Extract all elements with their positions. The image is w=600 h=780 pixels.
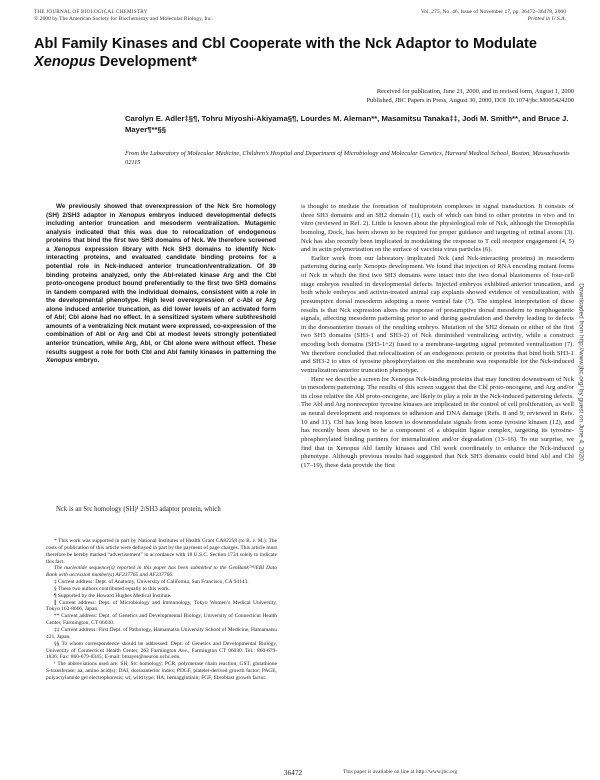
footnote-abbreviations: ¹ The abbreviations used are: SH, Src homology; PCR, polymerase chain reaction; GST, glutathione S-transferase; aa, amino acid(s); DAI, dorsoanterior index; PDGF, platelet-derived growth factor; PAGE, polyacrylamide gel electrophoresis; wt, wild type; HA, hemagglutinin; FGF, fibroblast growth factor. [46,661,277,681]
paragraph-2: Earlier work from our laboratory implicated Nck (and Nck-interacting proteins) in mesoderm patterning during early Xenopus development. We found that injection of RNA encoding mutant forms of Nck in which the first two SH3 domains were intact into the two dorsal blastomeres of four-cell stage embryos resulted in developmental defects. Injected embryos exhibited anterior truncation, and both whole embryos and activin-treated animal cap explants showed evidence of ventralization, with presumptive dorsal mesoderm adopting a more ventral fate (7). The simplest interpretation of these results is that Nck expression alters the response of presumptive dorsal mesoderm to morphogenetic signals, affecting mesoderm patterning prior to and during gastrulation and thereby leading to defects in the dorsoanterior tissues of the resulting embryo. Mutation of the SH2 domain or either of the first two SH3 domains (SH3-1 and SH3-2) of Nck diminished ventralizing activity, while a construct encoding both domains (SH3-1+2) fused to a membrane-targeting signal promoted ventralization (7). We therefore concluded that relocalization of an endogenous protein or proteins that bind both SH3-1 and SH3-2 to sites of tyrosine phosphorylation on the membrane was responsible for the Nck-induced ventralization/anterior truncation phenotype. [301,254,574,374]
footnote-address-1: ‡ Current address: Dept. of Anatomy, University of California, San Francisco, CA 94143. [54,579,249,586]
abstract-italic-2: Xenopus [53,245,81,253]
footnote-genbank: The nucleotide sequence(s) reported in this paper has been submitted to the GenBank™/EBI Data Bank with accession number(s) AF237765 and AF237766. [46,565,277,579]
received-line: Received for publication, June 21, 2000, and in revised form, August 1, 2000 [376,88,574,95]
journal-header-left [34,9,334,23]
title-italic: Xenopus [34,53,96,70]
page-number: 36472 [283,768,303,777]
intro-paragraph-start: Nck is an Src homology (SH)¹ 2/SH3 adaptor protein, which [56,506,221,513]
publication-dates [160,88,574,105]
article-title [34,36,574,71]
author-list: Carolyn E. Adler‡§¶, Tohru Miyoshi-Akiyama§¶, Lourdes M. Aleman**, Masamitsu Tanaka‡‡, Jodi M. Smith**, and Bruce J. Mayer¶**§§ [125,114,569,135]
journal-name: THE JOURNAL OF BIOLOGICAL CHEMISTRY [34,9,148,15]
footnote-hhmi: ¶ Supported by the Howard Hughes Medical Institute. [54,592,172,599]
download-watermark-text: Downloaded from http://www.jbc.org/ by guest on June 4, 2020 [577,283,585,461]
abstract-italic-1: Xenopus [118,211,146,219]
affiliation: From the Laboratory of Molecular Medicine, Children’s Hospital and Department of Microbiology and Molecular Genetics, Harvard Medical School, Boston, Massachusetts 02115 [125,150,570,166]
footnote-correspondence: §§ To whom correspondence should be addressed: Dept. of Genetics and Developmental Biology, University of Connecticut Health Center, 263 Farmington Ave., Farmington CT 06030. Tel.: 860-679-1836; Fax: 860-679-8345; E-mail: bmayer@neuron.uchc.edu. [46,640,277,661]
footnote-equal-contribution: § These two authors contributed equally to this work. [54,585,171,592]
abstract-text-1: We previously showed that overexpression of the Nck Src homology (SH) 2/SH3 adaptor in [46,203,276,219]
abstract-text-2: embryos induced developmental defects including anterior truncation and mesoderm ventralization. Mutagenic analysis indicated that this was due to relocalization of endogenous proteins that bind the first two SH3 domains of Nck. We therefore screened a [46,211,276,253]
published-line: Published, JBC Papers in Press, August 30, 2000, DOI 10.1074/jbc.M005424200 [366,96,574,104]
title-part-1: Abl Family Kinases and Cbl Cooperate with the Nck Adaptor to Modulate [34,36,537,52]
printed-in: Printed in U.S.A. [527,15,566,22]
abstract [46,203,276,366]
footnote-address-4: ‡‡ Current address: First Dept. of Pathology, Hamamatsu University School of Medicine, Hamamatsu 431, Japan. [46,626,277,640]
footnote-address-3: ** Current address: Dept. of Genetics and Developmental Biology, University of Connecticut Health Center, Farmington, CT 06030. [46,613,277,627]
abstract-text-3: expression library with Nck SH3 domains to identify Nck-interacting proteins, and evaluated candidate binding proteins for a potential role in Nck-induced anterior truncation/ventralization. Of 39 binding proteins analyzed, only the Abl-related kinase Arg and the Cbl proto-oncogene product bound preferentially to the first two SH3 domains in tandem compared with the individual domains, consistent with a role in the developmental phenotype. High level overexpression of c-Abl or Arg alone induced anterior truncation, as did lower levels of an activated form of Abl; Cbl alone had no effect. In a sensitized system where subthreshold amounts of a ventralizing Nck mutant were expressed, co-expression of the combination of Abl or Arg and Cbl at modest levels strongly potentiated anterior truncation, while Arg, Abl, or Cbl alone were without effect. These results suggest a role for both Cbl and Abl family kinases in patterning the [46,245,276,356]
abstract-italic-3: Xenopus [46,357,73,365]
footer-online-note: This paper is available on line at http://www.jbc.org [343,769,458,775]
paragraph-3: Here we describe a screen for Xenopus Nck-binding proteins that may function downstream of Nck in mesoderm patterning. The results of this screen suggest that the Cbl proto-oncogene, and Arg and/or its close relative the Abl proto-oncogene, are likely to play a role in the Nck-induced patterning defects. The Abl and Arg nonreceptor tyrosine kinases are implicated in the control of cell proliferation, as well as neural development and responses to adhesion and DNA damage (Refs. 8 and 9; reviewed in Refs. 10 and 11). Cbl has long been known to downmodulate signals from some tyrosine kinases (12), and has recently been shown to be a component of a ubiquitin ligase complex, targeting its tyrosine-phosphorylated binding partners for internalization and/or degradation (13–16). To our surprise, we find that in Xenopus Abl family kinases and Cbl work coordinately to enhance the Nck-induced phenotype. Although previous results had suggested that Nck SH3 domains could bind Abl and Cbl (17–19), these data provide the first [301,375,574,469]
main-text-column [301,203,574,470]
footnote-address-2: ∥ Current address: Dept. of Microbiology and Immunology, Tokyo Women’s Medical University, Tokyo 162-8666, Japan. [46,599,277,613]
abstract-text-4: embryo. [72,357,100,365]
footnote-funding: * This work was supported in part by National Institutes of Health Grant CA82258 (to B. J. M.). The costs of publication of this article were defrayed in part by the payment of page charges. This article must therefore be hereby marked “advertisement” in accordance with 18 U.S.C. Section 1734 solely to indicate this fact. [46,538,277,565]
footnotes [46,538,277,682]
journal-header-right [396,9,566,23]
copyright-line: © 2000 by The American Society for Biochemistry and Molecular Biology, Inc. [34,15,213,22]
issue-info: Vol. 275, No. 46, Issue of November 17, pp. 36472–36478, 2000 [420,9,566,15]
paragraph-1: is thought to mediate the formation of multiprotein complexes in signal transduction. It consists of three SH3 domains and an SH2 domain (1), each of which can bind to other proteins in vivo and in vitro (reviewed in Ref. 2). Little is known about the physiological role of Nck, although the Drosophila homolog, Dock, has been shown to be required for proper guidance and targeting of retinal axons (3). Nck has also recently been implicated in modulating the response to T cell receptor engagement (4, 5) and in actin polymerization on the surface of vaccinia virus particles (6). [301,203,574,254]
title-part-2: Development* [95,53,197,70]
